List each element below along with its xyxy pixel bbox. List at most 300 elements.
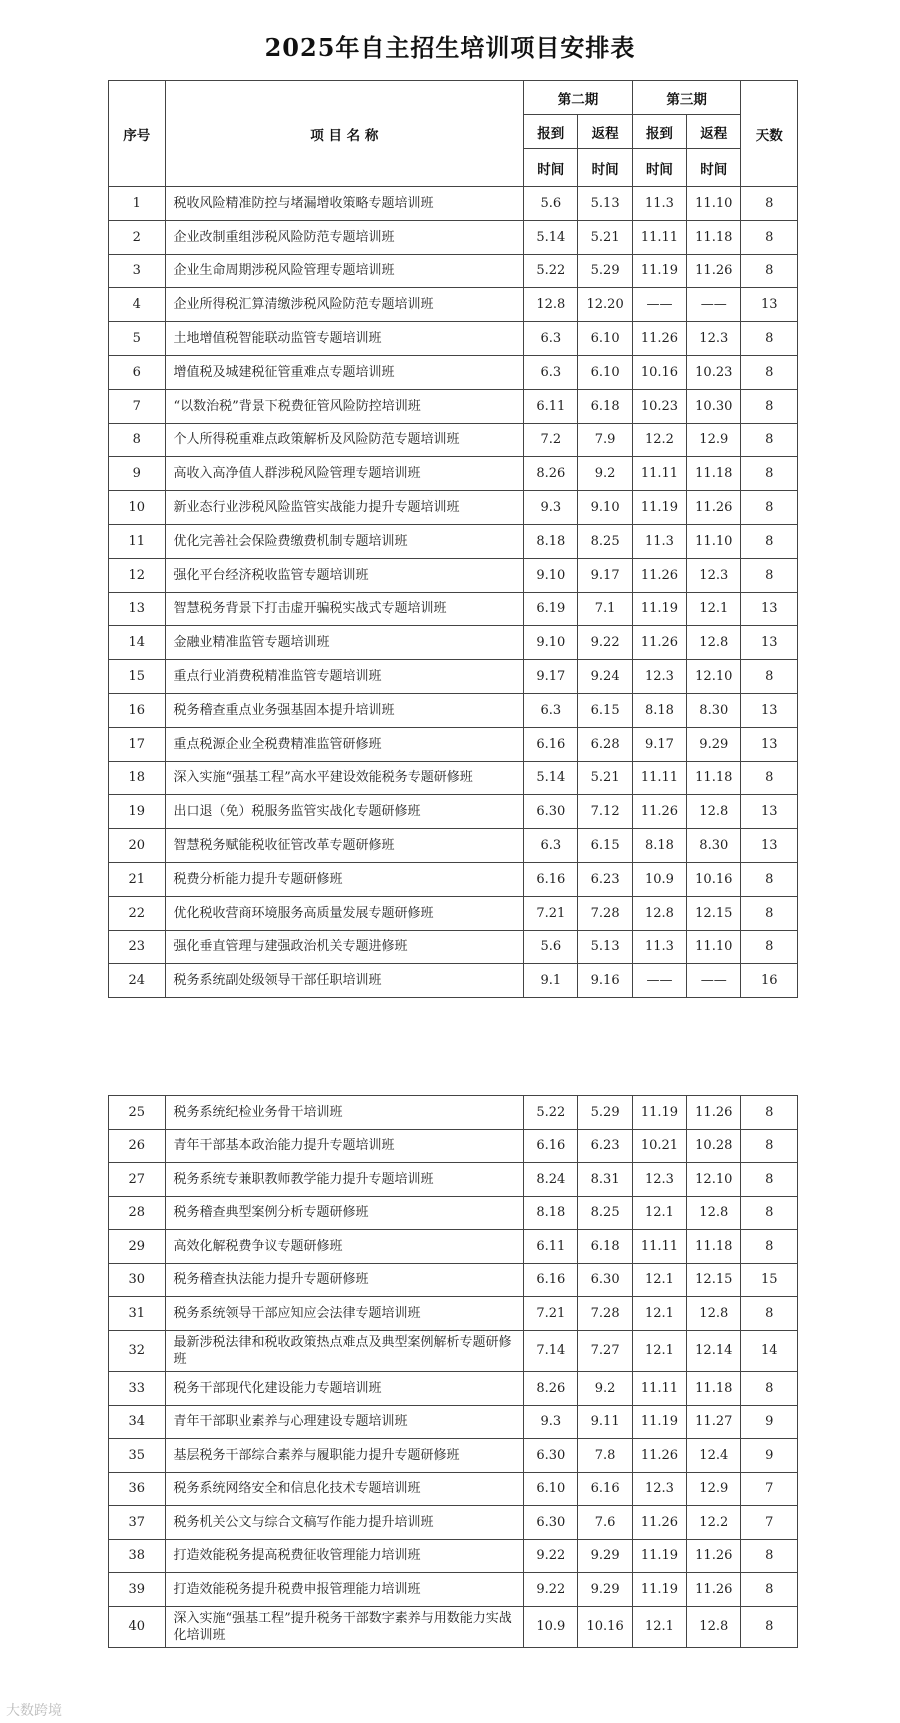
p2-checkin-cell: 5.14 (524, 220, 578, 254)
p3-return-cell: 12.8 (687, 1196, 741, 1230)
seq-cell: 9 (109, 457, 166, 491)
p2-checkin-cell: 9.10 (524, 626, 578, 660)
schedule-table-part2 (108, 1095, 798, 1648)
seq-cell: 10 (109, 491, 166, 525)
project-name-cell: 企业生命周期涉税风险管理专题培训班 (165, 254, 524, 288)
p2-checkin-cell: 8.24 (524, 1163, 578, 1197)
days-cell: 13 (741, 693, 798, 727)
p3-checkin-cell: 11.3 (632, 524, 686, 558)
table-row (109, 592, 798, 626)
p2-checkin-cell: 6.16 (524, 1263, 578, 1297)
p3-checkin-cell: 12.1 (632, 1330, 686, 1372)
header-p3-checkin-time: 时间 (632, 149, 686, 187)
days-cell: 16 (741, 964, 798, 998)
p2-checkin-cell: 5.6 (524, 930, 578, 964)
project-name-cell: 强化垂直管理与建强政治机关专题进修班 (165, 930, 524, 964)
project-name-cell: 高收入高净值人群涉税风险管理专题培训班 (165, 457, 524, 491)
p2-return-cell: 6.23 (578, 862, 632, 896)
days-cell: 8 (741, 862, 798, 896)
days-cell: 8 (741, 491, 798, 525)
p3-return-cell: 12.8 (687, 795, 741, 829)
p3-checkin-cell: 11.26 (632, 626, 686, 660)
days-cell: 13 (741, 288, 798, 322)
p3-checkin-cell: 11.11 (632, 457, 686, 491)
header-p3-return: 返程 (687, 115, 741, 149)
seq-cell: 36 (109, 1472, 166, 1506)
p2-return-cell: 8.31 (578, 1163, 632, 1197)
table-row (109, 1163, 798, 1197)
p2-return-cell: 9.2 (578, 1372, 632, 1406)
p2-checkin-cell: 6.16 (524, 1129, 578, 1163)
schedule-table-part1 (108, 80, 798, 998)
project-name-cell: 税收风险精准防控与堵漏增收策略专题培训班 (165, 187, 524, 221)
p3-return-cell: 12.15 (687, 896, 741, 930)
p2-return-cell: 7.27 (578, 1330, 632, 1372)
table-row (109, 626, 798, 660)
project-name-cell: 最新涉税法律和税收政策热点难点及典型案例解析专题研修班 (165, 1330, 524, 1372)
header-p2-return: 返程 (578, 115, 632, 149)
p2-return-cell: 6.16 (578, 1472, 632, 1506)
p3-return-cell: 11.10 (687, 524, 741, 558)
project-name-cell: 税务稽查执法能力提升专题研修班 (165, 1263, 524, 1297)
p3-return-cell: 10.30 (687, 389, 741, 423)
p2-checkin-cell: 9.3 (524, 1405, 578, 1439)
table-row (109, 660, 798, 694)
project-name-cell: 打造效能税务提高税费征收管理能力培训班 (165, 1539, 524, 1573)
project-name-cell: “以数治税”背景下税费征管风险防控培训班 (165, 389, 524, 423)
table-row (109, 1539, 798, 1573)
table-row (109, 1372, 798, 1406)
seq-cell: 17 (109, 727, 166, 761)
p2-return-cell: 5.13 (578, 187, 632, 221)
seq-cell: 22 (109, 896, 166, 930)
p2-return-cell: 7.28 (578, 1297, 632, 1331)
project-name-cell: 优化完善社会保险费缴费机制专题培训班 (165, 524, 524, 558)
seq-cell: 11 (109, 524, 166, 558)
table-row (109, 187, 798, 221)
p3-checkin-cell: 11.3 (632, 930, 686, 964)
days-cell: 9 (741, 1405, 798, 1439)
seq-cell: 7 (109, 389, 166, 423)
p2-checkin-cell: 10.9 (524, 1606, 578, 1648)
p3-return-cell: 11.26 (687, 1096, 741, 1130)
table-row (109, 322, 798, 356)
seq-cell: 27 (109, 1163, 166, 1197)
seq-cell: 38 (109, 1539, 166, 1573)
p2-checkin-cell: 6.19 (524, 592, 578, 626)
p3-return-cell: 12.3 (687, 558, 741, 592)
days-cell: 8 (741, 457, 798, 491)
p3-checkin-cell: 11.26 (632, 1506, 686, 1540)
p2-checkin-cell: 9.17 (524, 660, 578, 694)
project-name-cell: 个人所得税重难点政策解析及风险防范专题培训班 (165, 423, 524, 457)
p3-checkin-cell: 12.1 (632, 1196, 686, 1230)
project-name-cell: 深入实施“强基工程”高水平建设效能税务专题研修班 (165, 761, 524, 795)
p2-return-cell: 6.10 (578, 322, 632, 356)
p3-return-cell: 12.4 (687, 1439, 741, 1473)
p2-return-cell: 12.20 (578, 288, 632, 322)
project-name-cell: 增值税及城建税征管重难点专题培训班 (165, 355, 524, 389)
p2-checkin-cell: 9.10 (524, 558, 578, 592)
days-cell: 8 (741, 930, 798, 964)
project-name-cell: 优化税收营商环境服务高质量发展专题研修班 (165, 896, 524, 930)
header-period-3: 第三期 (632, 81, 741, 115)
p3-return-cell: 12.2 (687, 1506, 741, 1540)
p3-checkin-cell: 11.19 (632, 491, 686, 525)
project-name-cell: 强化平台经济税收监管专题培训班 (165, 558, 524, 592)
p2-return-cell: 7.12 (578, 795, 632, 829)
p2-return-cell: 5.29 (578, 1096, 632, 1130)
p3-checkin-cell: 12.1 (632, 1297, 686, 1331)
seq-cell: 16 (109, 693, 166, 727)
table-row (109, 829, 798, 863)
seq-cell: 30 (109, 1263, 166, 1297)
p2-return-cell: 7.8 (578, 1439, 632, 1473)
days-cell: 15 (741, 1263, 798, 1297)
header-p2-checkin: 报到 (524, 115, 578, 149)
p2-return-cell: 6.15 (578, 829, 632, 863)
p3-checkin-cell: 12.1 (632, 1606, 686, 1648)
p3-checkin-cell: 10.9 (632, 862, 686, 896)
table-row (109, 693, 798, 727)
seq-cell: 37 (109, 1506, 166, 1540)
p2-return-cell: 9.2 (578, 457, 632, 491)
days-cell: 8 (741, 1163, 798, 1197)
p3-return-cell: 12.14 (687, 1330, 741, 1372)
days-cell: 7 (741, 1506, 798, 1540)
p2-checkin-cell: 5.6 (524, 187, 578, 221)
p2-checkin-cell: 9.3 (524, 491, 578, 525)
table-row (109, 524, 798, 558)
seq-cell: 34 (109, 1405, 166, 1439)
p3-checkin-cell: 11.3 (632, 187, 686, 221)
days-cell: 14 (741, 1330, 798, 1372)
seq-cell: 18 (109, 761, 166, 795)
seq-cell: 13 (109, 592, 166, 626)
p3-checkin-cell: 11.26 (632, 558, 686, 592)
p2-checkin-cell: 6.11 (524, 1230, 578, 1264)
days-cell: 8 (741, 660, 798, 694)
header-project-name: 项 目 名 称 (165, 81, 524, 187)
p2-return-cell: 5.29 (578, 254, 632, 288)
days-cell: 8 (741, 1297, 798, 1331)
p3-checkin-cell: 10.23 (632, 389, 686, 423)
p2-return-cell: 6.30 (578, 1263, 632, 1297)
p3-return-cell: 10.23 (687, 355, 741, 389)
p3-checkin-cell: 11.11 (632, 220, 686, 254)
header-p3-checkin: 报到 (632, 115, 686, 149)
p3-return-cell: 11.26 (687, 491, 741, 525)
p3-checkin-cell: 11.11 (632, 761, 686, 795)
seq-cell: 15 (109, 660, 166, 694)
page-title: 2025年自主招生培训项目安排表 (264, 33, 636, 62)
project-name-cell: 税务机关公文与综合文稿写作能力提升培训班 (165, 1506, 524, 1540)
seq-cell: 23 (109, 930, 166, 964)
p3-return-cell: 12.10 (687, 660, 741, 694)
table-row (109, 964, 798, 998)
p2-checkin-cell: 8.18 (524, 524, 578, 558)
days-cell: 8 (741, 896, 798, 930)
p3-checkin-cell: 12.8 (632, 896, 686, 930)
p2-return-cell: 6.18 (578, 389, 632, 423)
project-name-cell: 企业所得税汇算清缴涉税风险防范专题培训班 (165, 288, 524, 322)
project-name-cell: 青年干部基本政治能力提升专题培训班 (165, 1129, 524, 1163)
p3-checkin-cell: 10.16 (632, 355, 686, 389)
p2-return-cell: 6.23 (578, 1129, 632, 1163)
table-row (109, 1573, 798, 1607)
project-name-cell: 青年干部职业素养与心理建设专题培训班 (165, 1405, 524, 1439)
table-row (109, 1606, 798, 1648)
p3-checkin-cell: 12.1 (632, 1263, 686, 1297)
project-name-cell: 智慧税务赋能税收征管改革专题研修班 (165, 829, 524, 863)
project-name-cell: 税务系统纪检业务骨干培训班 (165, 1096, 524, 1130)
table-row (109, 558, 798, 592)
table-row (109, 1405, 798, 1439)
p2-checkin-cell: 5.14 (524, 761, 578, 795)
p3-checkin-cell: 11.26 (632, 795, 686, 829)
p2-checkin-cell: 12.8 (524, 288, 578, 322)
p3-checkin-cell: 11.19 (632, 1096, 686, 1130)
p2-return-cell: 9.22 (578, 626, 632, 660)
seq-cell: 32 (109, 1330, 166, 1372)
p2-checkin-cell: 7.21 (524, 896, 578, 930)
days-cell: 8 (741, 1539, 798, 1573)
p3-return-cell: 8.30 (687, 693, 741, 727)
days-cell: 8 (741, 187, 798, 221)
p2-return-cell: 9.11 (578, 1405, 632, 1439)
header-p3-return-time: 时间 (687, 149, 741, 187)
project-name-cell: 重点行业消费税精准监管专题培训班 (165, 660, 524, 694)
p3-checkin-cell: 11.19 (632, 1573, 686, 1607)
p2-checkin-cell: 9.22 (524, 1539, 578, 1573)
p2-checkin-cell: 6.3 (524, 693, 578, 727)
days-cell: 8 (741, 355, 798, 389)
p3-return-cell: 12.3 (687, 322, 741, 356)
p2-return-cell: 6.10 (578, 355, 632, 389)
p3-checkin-cell: 8.18 (632, 829, 686, 863)
p3-checkin-cell: —— (632, 288, 686, 322)
days-cell: 8 (741, 1573, 798, 1607)
table-row (109, 423, 798, 457)
p3-return-cell: 11.10 (687, 930, 741, 964)
p2-checkin-cell: 7.2 (524, 423, 578, 457)
project-name-cell: 打造效能税务提升税费申报管理能力培训班 (165, 1573, 524, 1607)
seq-cell: 33 (109, 1372, 166, 1406)
p2-checkin-cell: 6.3 (524, 829, 578, 863)
p3-checkin-cell: 12.3 (632, 1472, 686, 1506)
project-name-cell: 税费分析能力提升专题研修班 (165, 862, 524, 896)
table-row (109, 727, 798, 761)
table-row (109, 254, 798, 288)
project-name-cell: 智慧税务背景下打击虚开骗税实战式专题培训班 (165, 592, 524, 626)
p2-checkin-cell: 6.16 (524, 862, 578, 896)
p3-checkin-cell: 12.3 (632, 1163, 686, 1197)
watermark-logo: 大数跨境 (6, 1703, 62, 1719)
table-row (109, 862, 798, 896)
days-cell: 8 (741, 423, 798, 457)
p2-return-cell: 9.10 (578, 491, 632, 525)
p3-return-cell: 12.15 (687, 1263, 741, 1297)
p2-checkin-cell: 5.22 (524, 254, 578, 288)
p3-return-cell: 10.16 (687, 862, 741, 896)
p3-return-cell: —— (687, 964, 741, 998)
seq-cell: 24 (109, 964, 166, 998)
project-name-cell: 税务干部现代化建设能力专题培训班 (165, 1372, 524, 1406)
p2-checkin-cell: 6.3 (524, 355, 578, 389)
p3-return-cell: 11.18 (687, 1372, 741, 1406)
p3-checkin-cell: 11.19 (632, 1405, 686, 1439)
project-name-cell: 新业态行业涉税风险监管实战能力提升专题培训班 (165, 491, 524, 525)
seq-cell: 20 (109, 829, 166, 863)
p2-checkin-cell: 9.1 (524, 964, 578, 998)
p2-return-cell: 10.16 (578, 1606, 632, 1648)
seq-cell: 2 (109, 220, 166, 254)
project-name-cell: 税务系统网络安全和信息化技术专题培训班 (165, 1472, 524, 1506)
days-cell: 9 (741, 1439, 798, 1473)
p3-checkin-cell: 11.19 (632, 592, 686, 626)
project-name-cell: 税务稽查重点业务强基固本提升培训班 (165, 693, 524, 727)
p3-return-cell: 12.9 (687, 1472, 741, 1506)
p3-checkin-cell: 8.18 (632, 693, 686, 727)
p2-return-cell: 6.18 (578, 1230, 632, 1264)
p3-return-cell: 11.18 (687, 457, 741, 491)
p3-return-cell: 11.26 (687, 254, 741, 288)
p2-return-cell: 5.13 (578, 930, 632, 964)
p2-return-cell: 7.6 (578, 1506, 632, 1540)
p3-return-cell: 10.28 (687, 1129, 741, 1163)
p2-return-cell: 8.25 (578, 524, 632, 558)
p3-checkin-cell: 11.19 (632, 254, 686, 288)
p3-return-cell: 12.10 (687, 1163, 741, 1197)
project-name-cell: 税务稽查典型案例分析专题研修班 (165, 1196, 524, 1230)
p3-return-cell: 12.8 (687, 626, 741, 660)
header-days: 天数 (741, 81, 798, 187)
p2-return-cell: 9.29 (578, 1573, 632, 1607)
p2-return-cell: 7.28 (578, 896, 632, 930)
seq-cell: 39 (109, 1573, 166, 1607)
days-cell: 8 (741, 1096, 798, 1130)
days-cell: 8 (741, 1372, 798, 1406)
p2-checkin-cell: 6.3 (524, 322, 578, 356)
table-row (109, 491, 798, 525)
p2-checkin-cell: 7.14 (524, 1330, 578, 1372)
header-seq: 序号 (109, 81, 166, 187)
p3-checkin-cell: 11.26 (632, 322, 686, 356)
p2-checkin-cell: 9.22 (524, 1573, 578, 1607)
p3-checkin-cell: 11.11 (632, 1372, 686, 1406)
table-row (109, 1230, 798, 1264)
p2-return-cell: 9.29 (578, 1539, 632, 1573)
days-cell: 8 (741, 389, 798, 423)
table-row (109, 795, 798, 829)
seq-cell: 26 (109, 1129, 166, 1163)
header-period-2: 第二期 (524, 81, 633, 115)
p3-return-cell: 11.10 (687, 187, 741, 221)
days-cell: 13 (741, 727, 798, 761)
p2-return-cell: 9.16 (578, 964, 632, 998)
table-body-part2 (109, 1096, 798, 1648)
days-cell: 8 (741, 1196, 798, 1230)
project-name-cell: 深入实施“强基工程”提升税务干部数字素养与用数能力实战化培训班 (165, 1606, 524, 1648)
table-body-part1 (109, 187, 798, 998)
project-name-cell: 土地增值税智能联动监管专题培训班 (165, 322, 524, 356)
p3-return-cell: 12.8 (687, 1297, 741, 1331)
table-row (109, 896, 798, 930)
seq-cell: 12 (109, 558, 166, 592)
p3-return-cell: 8.30 (687, 829, 741, 863)
seq-cell: 4 (109, 288, 166, 322)
p3-checkin-cell: 12.2 (632, 423, 686, 457)
seq-cell: 19 (109, 795, 166, 829)
p3-checkin-cell: 11.26 (632, 1439, 686, 1473)
days-cell: 8 (741, 1230, 798, 1264)
project-name-cell: 出口退（免）税服务监管实战化专题研修班 (165, 795, 524, 829)
seq-cell: 25 (109, 1096, 166, 1130)
p3-return-cell: 11.26 (687, 1573, 741, 1607)
seq-cell: 40 (109, 1606, 166, 1648)
days-cell: 8 (741, 322, 798, 356)
project-name-cell: 税务系统专兼职教师教学能力提升专题培训班 (165, 1163, 524, 1197)
p3-return-cell: 9.29 (687, 727, 741, 761)
table-row (109, 930, 798, 964)
p3-checkin-cell: 9.17 (632, 727, 686, 761)
p3-return-cell: 12.9 (687, 423, 741, 457)
p2-checkin-cell: 7.21 (524, 1297, 578, 1331)
seq-cell: 5 (109, 322, 166, 356)
p2-return-cell: 9.24 (578, 660, 632, 694)
p3-return-cell: —— (687, 288, 741, 322)
p2-checkin-cell: 6.30 (524, 1506, 578, 1540)
p3-return-cell: 11.26 (687, 1539, 741, 1573)
table-row (109, 1263, 798, 1297)
p3-checkin-cell: 12.3 (632, 660, 686, 694)
seq-cell: 1 (109, 187, 166, 221)
project-name-cell: 金融业精准监管专题培训班 (165, 626, 524, 660)
p3-checkin-cell: 11.11 (632, 1230, 686, 1264)
project-name-cell: 税务系统副处级领导干部任职培训班 (165, 964, 524, 998)
p3-return-cell: 12.1 (687, 592, 741, 626)
p3-return-cell: 11.27 (687, 1405, 741, 1439)
seq-cell: 31 (109, 1297, 166, 1331)
p2-return-cell: 5.21 (578, 761, 632, 795)
p2-return-cell: 6.28 (578, 727, 632, 761)
header-p2-return-time: 时间 (578, 149, 632, 187)
days-cell: 8 (741, 558, 798, 592)
table-row (109, 355, 798, 389)
p2-checkin-cell: 8.18 (524, 1196, 578, 1230)
p2-return-cell: 8.25 (578, 1196, 632, 1230)
table-row (109, 1096, 798, 1130)
project-name-cell: 基层税务干部综合素养与履职能力提升专题研修班 (165, 1439, 524, 1473)
table-row (109, 1506, 798, 1540)
days-cell: 8 (741, 254, 798, 288)
p2-checkin-cell: 6.30 (524, 1439, 578, 1473)
days-cell: 8 (741, 220, 798, 254)
table-row (109, 220, 798, 254)
project-name-cell: 重点税源企业全税费精准监管研修班 (165, 727, 524, 761)
table-row (109, 1129, 798, 1163)
table-row (109, 761, 798, 795)
days-cell: 8 (741, 1129, 798, 1163)
project-name-cell: 税务系统领导干部应知应会法律专题培训班 (165, 1297, 524, 1331)
header-p2-checkin-time: 时间 (524, 149, 578, 187)
seq-cell: 35 (109, 1439, 166, 1473)
seq-cell: 14 (109, 626, 166, 660)
table-row (109, 1330, 798, 1372)
seq-cell: 6 (109, 355, 166, 389)
p2-return-cell: 6.15 (578, 693, 632, 727)
days-cell: 7 (741, 1472, 798, 1506)
